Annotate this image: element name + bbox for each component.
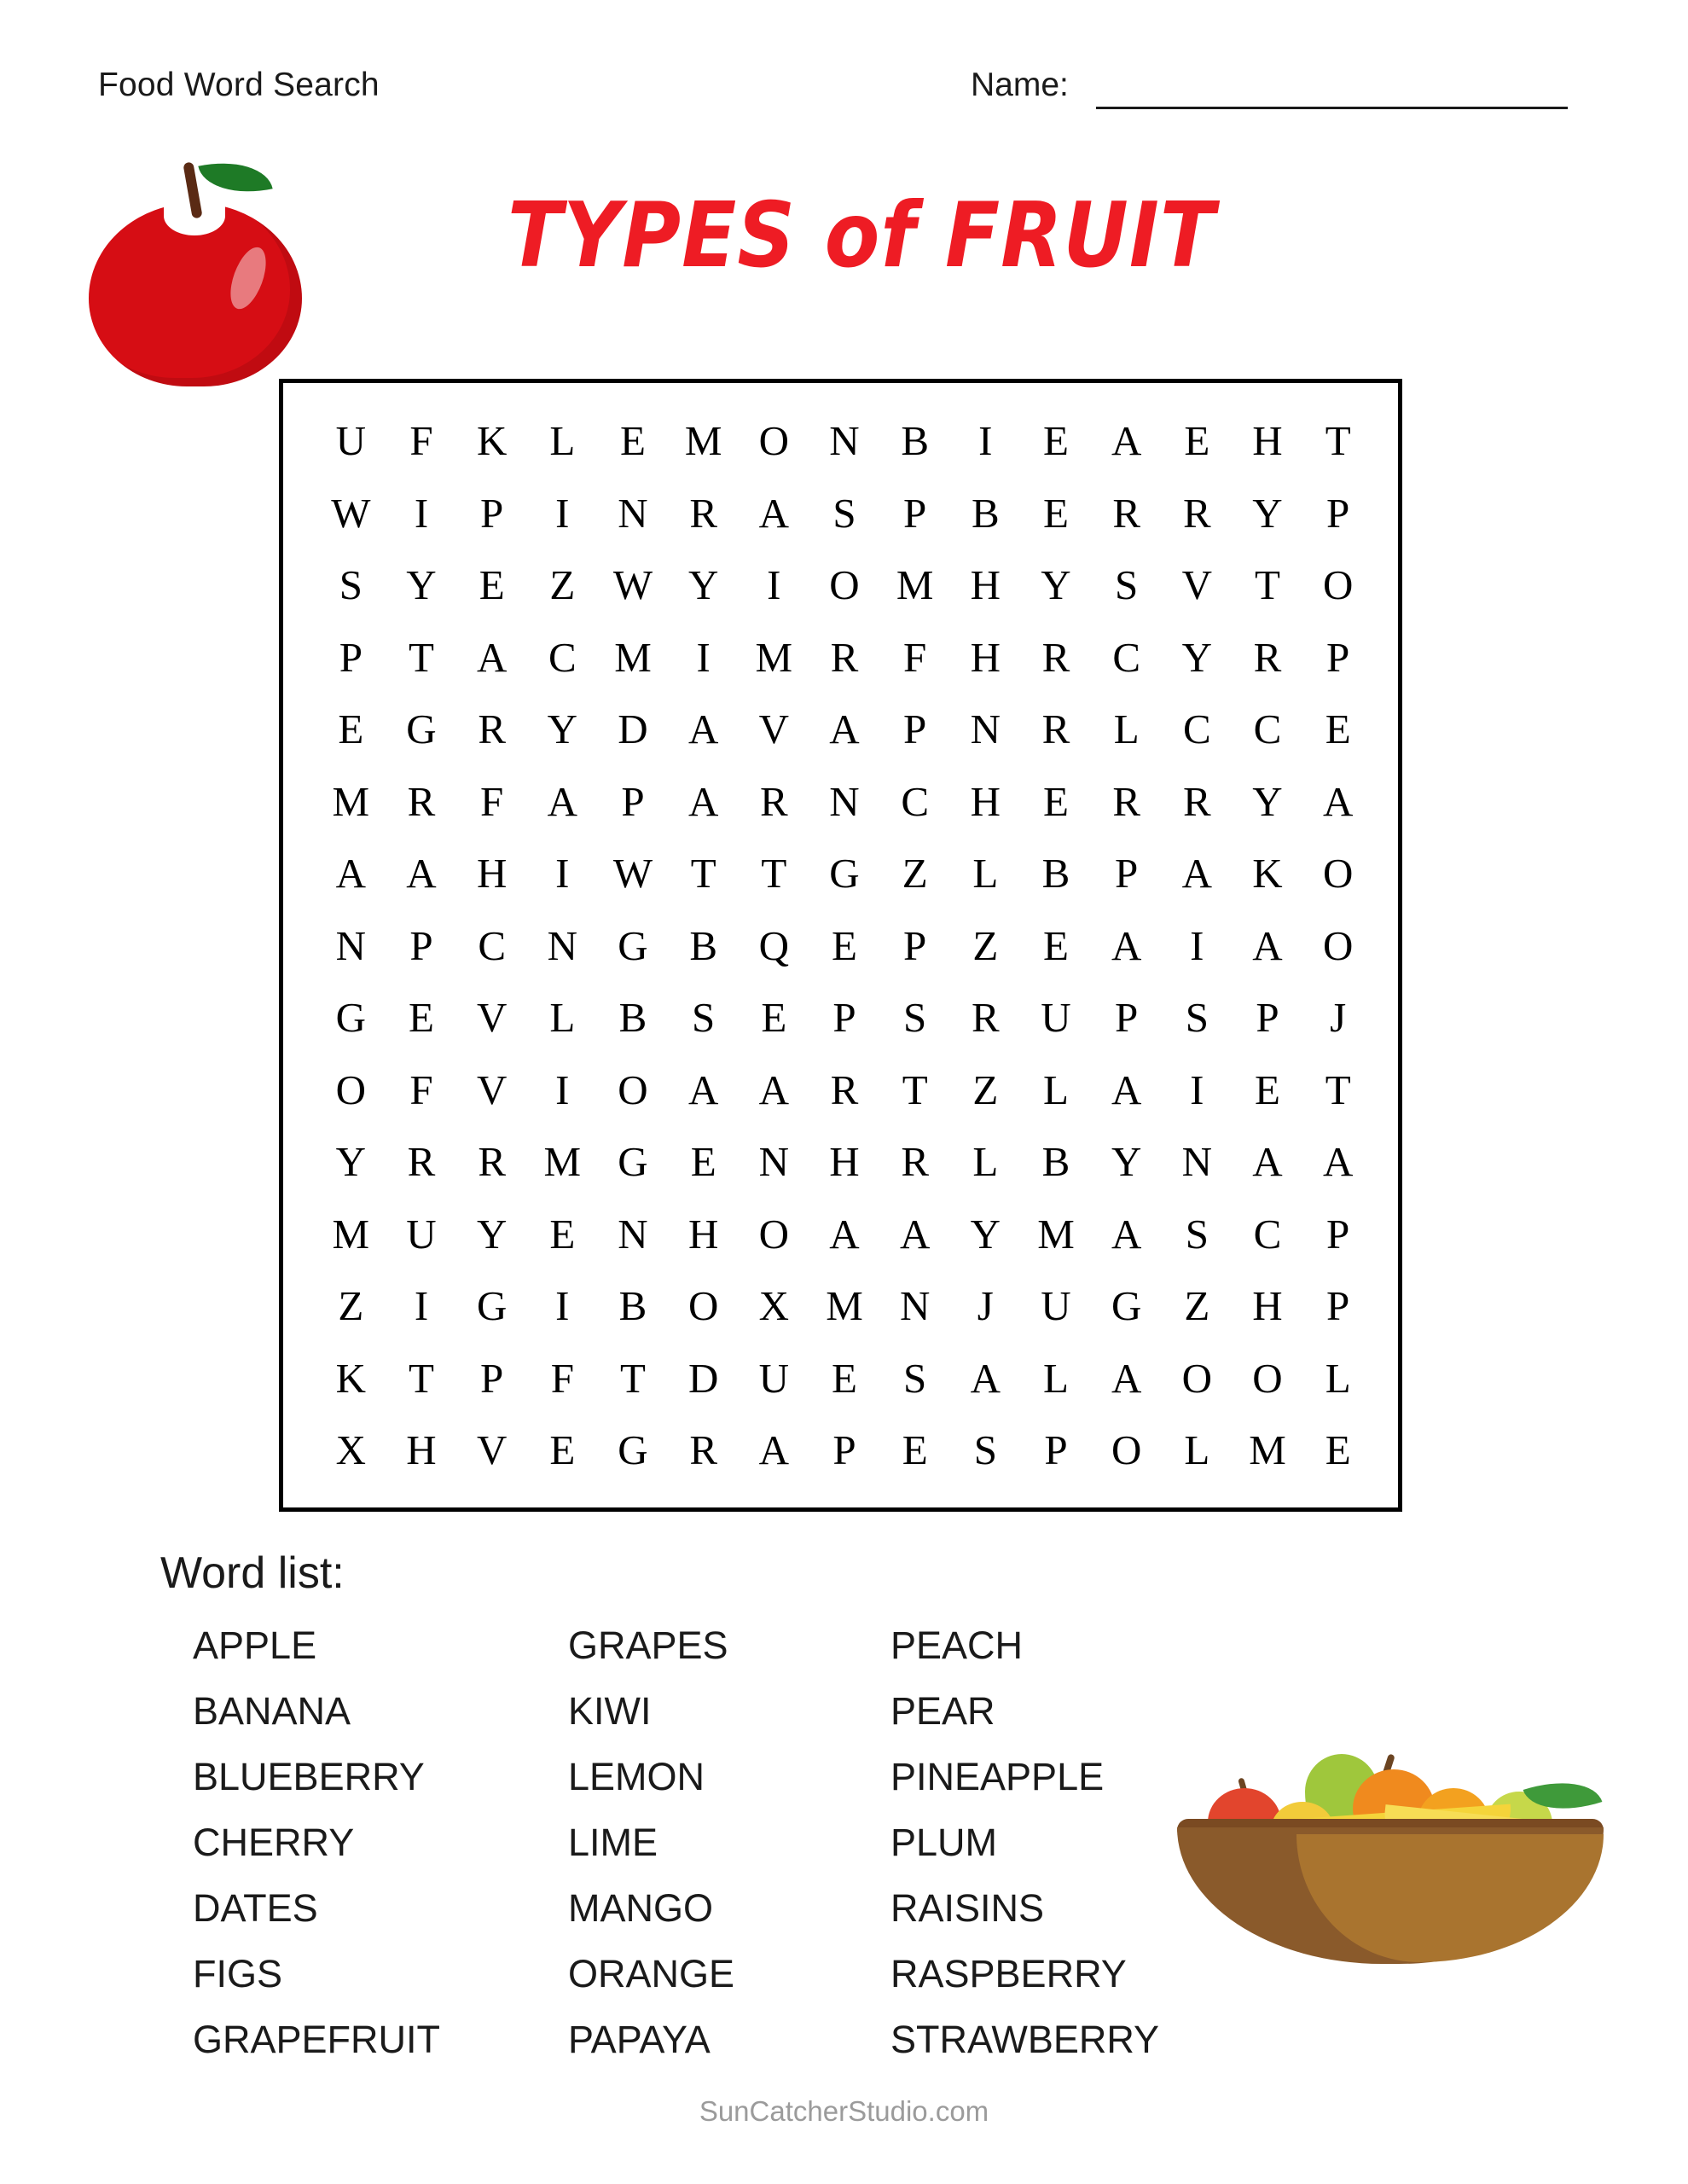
grid-cell[interactable]: L: [549, 994, 576, 1041]
puzzle-title: TYPES of FRUIT: [508, 183, 1215, 288]
grid-cell[interactable]: I: [414, 489, 429, 537]
grid-cell[interactable]: R: [689, 1426, 717, 1473]
word-list-item[interactable]: DATES: [193, 1886, 318, 1930]
grid-cell[interactable]: P: [1326, 1210, 1350, 1258]
grid-cell[interactable]: G: [476, 1282, 508, 1329]
grid-cell[interactable]: Y: [1252, 777, 1283, 825]
grid-cell[interactable]: A: [547, 777, 578, 825]
grid-cell[interactable]: R: [901, 1138, 929, 1185]
word-list-item[interactable]: FIGS: [193, 1952, 283, 1995]
grid-cell[interactable]: O: [1111, 1426, 1142, 1473]
fruit-bowl-icon: [1169, 1706, 1612, 1971]
grid-cell[interactable]: A: [758, 489, 790, 537]
grid-cell[interactable]: L: [1043, 1354, 1069, 1402]
grid-cell[interactable]: G: [829, 850, 860, 897]
grid-cell[interactable]: O: [1252, 1354, 1283, 1402]
word-list-item[interactable]: BLUEBERRY: [193, 1755, 425, 1798]
grid-cell[interactable]: A: [335, 850, 367, 897]
word-search-grid: [279, 379, 1402, 1512]
grid-cell[interactable]: O: [618, 1066, 648, 1113]
grid-cell[interactable]: L: [972, 850, 999, 897]
grid-cell[interactable]: R: [830, 633, 859, 681]
word-list-item[interactable]: STRAWBERRY: [890, 2018, 1160, 2061]
grid-cell[interactable]: E: [338, 706, 364, 752]
grid-cell[interactable]: Z: [902, 850, 928, 897]
word-list-item[interactable]: RAISINS: [890, 1886, 1045, 1930]
grid-cell[interactable]: S: [903, 994, 927, 1041]
grid-cell[interactable]: M: [684, 417, 722, 464]
grid-cell[interactable]: P: [480, 1354, 504, 1402]
grid-cell[interactable]: E: [1255, 1066, 1280, 1113]
grid-cell[interactable]: T: [1255, 561, 1280, 608]
grid-cell[interactable]: N: [829, 417, 860, 464]
word-list-item[interactable]: MANGO: [568, 1886, 714, 1930]
grid-cell[interactable]: H: [829, 1138, 860, 1185]
grid-cell[interactable]: W: [612, 561, 653, 608]
grid-cell[interactable]: H: [970, 561, 1001, 608]
grid-cell[interactable]: G: [1111, 1282, 1142, 1329]
grid-cell[interactable]: F: [903, 633, 927, 681]
grid-cell[interactable]: K: [335, 1354, 367, 1402]
grid-cell[interactable]: X: [758, 1282, 790, 1329]
grid-cell[interactable]: Q: [758, 921, 790, 969]
grid-cell[interactable]: A: [829, 706, 860, 752]
grid-cell[interactable]: L: [1043, 1066, 1069, 1113]
word-list-item[interactable]: ORANGE: [568, 1952, 735, 1995]
grid-cell[interactable]: Y: [406, 561, 437, 608]
grid-cell[interactable]: F: [409, 417, 433, 464]
word-list-item[interactable]: PAPAYA: [568, 2018, 711, 2061]
grid-cell[interactable]: A: [1111, 921, 1142, 969]
grid-cell[interactable]: V: [476, 994, 508, 1041]
word-list-item[interactable]: KIWI: [568, 1689, 652, 1733]
grid-cell[interactable]: D: [618, 706, 648, 752]
grid-cell[interactable]: R: [1112, 777, 1140, 825]
grid-cell[interactable]: I: [555, 1282, 570, 1329]
grid-cell[interactable]: T: [409, 633, 434, 681]
grid-cell[interactable]: E: [1184, 417, 1210, 464]
grid-cell[interactable]: A: [1111, 1066, 1142, 1113]
grid-cell[interactable]: O: [687, 1282, 719, 1329]
grid-cell[interactable]: T: [902, 1066, 928, 1113]
grid-cell[interactable]: U: [758, 1354, 790, 1402]
grid-cell[interactable]: Y: [1181, 633, 1213, 681]
grid-cell[interactable]: A: [970, 1354, 1001, 1402]
grid-cell[interactable]: R: [407, 1138, 436, 1185]
grid-cell[interactable]: E: [549, 1426, 576, 1473]
grid-cell[interactable]: I: [414, 1282, 429, 1329]
grid-cell[interactable]: N: [547, 921, 578, 969]
grid-cell[interactable]: F: [409, 1066, 433, 1113]
grid-cell[interactable]: M: [543, 1138, 582, 1185]
grid-cell[interactable]: A: [899, 1210, 931, 1258]
apple-leaf-shape: [198, 152, 272, 203]
grid-cell[interactable]: A: [406, 850, 437, 897]
grid-cell[interactable]: B: [689, 921, 717, 969]
grid-cell[interactable]: I: [555, 850, 570, 897]
grid-cell[interactable]: R: [478, 706, 506, 752]
grid-cell[interactable]: C: [548, 633, 577, 681]
grid-cell[interactable]: S: [832, 489, 856, 537]
grid-cell[interactable]: Y: [1111, 1138, 1142, 1185]
grid-cell[interactable]: P: [1326, 633, 1350, 681]
grid-cell[interactable]: P: [1115, 850, 1139, 897]
grid-cell[interactable]: U: [335, 417, 367, 464]
grid-cell[interactable]: O: [335, 1066, 367, 1113]
grid-cell[interactable]: D: [687, 1354, 719, 1402]
letter-grid: [316, 405, 1373, 1487]
grid-cell[interactable]: A: [1181, 850, 1213, 897]
site-credit: SunCatcherStudio.com: [699, 2095, 989, 2127]
word-list-item[interactable]: BANANA: [193, 1689, 351, 1733]
grid-cell[interactable]: R: [407, 777, 436, 825]
apple-icon: [82, 143, 304, 391]
grid-cell[interactable]: N: [899, 1282, 931, 1329]
grid-cell[interactable]: R: [1182, 489, 1211, 537]
grid-cell[interactable]: O: [1322, 561, 1354, 608]
grid-cell[interactable]: T: [409, 1354, 434, 1402]
grid-cell[interactable]: O: [758, 1210, 790, 1258]
grid-cell[interactable]: M: [332, 777, 370, 825]
grid-cell[interactable]: A: [758, 1426, 790, 1473]
grid-cell[interactable]: P: [339, 633, 363, 681]
grid-cell[interactable]: R: [1253, 633, 1282, 681]
grid-cell[interactable]: G: [335, 994, 367, 1041]
grid-cell[interactable]: A: [687, 777, 719, 825]
grid-cell[interactable]: M: [826, 1282, 863, 1329]
grid-cell[interactable]: E: [832, 1354, 857, 1402]
grid-cell[interactable]: N: [1181, 1138, 1213, 1185]
grid-cell[interactable]: A: [1322, 1138, 1354, 1185]
grid-cell[interactable]: F: [480, 777, 504, 825]
name-write-in-line[interactable]: [1096, 107, 1568, 109]
grid-cell[interactable]: J: [977, 1282, 994, 1329]
grid-cell[interactable]: R: [478, 1138, 506, 1185]
grid-cell[interactable]: T: [690, 850, 716, 897]
grid-cell[interactable]: U: [406, 1210, 437, 1258]
grid-cell[interactable]: I: [1190, 921, 1204, 969]
grid-cell[interactable]: P: [1115, 994, 1139, 1041]
grid-cell[interactable]: E: [620, 417, 646, 464]
grid-cell[interactable]: Z: [549, 561, 576, 608]
grid-cell[interactable]: L: [549, 417, 576, 464]
grid-cell[interactable]: G: [618, 921, 648, 969]
grid-cell[interactable]: R: [830, 1066, 859, 1113]
grid-cell[interactable]: P: [832, 994, 856, 1041]
name-label: Name:: [971, 67, 1069, 103]
grid-cell[interactable]: P: [621, 777, 645, 825]
grid-cell[interactable]: P: [1044, 1426, 1068, 1473]
grid-cell[interactable]: G: [406, 706, 437, 752]
grid-cell[interactable]: S: [1185, 994, 1209, 1041]
grid-cell[interactable]: R: [759, 777, 788, 825]
grid-cell[interactable]: H: [476, 850, 508, 897]
grid-cell[interactable]: Y: [970, 1210, 1001, 1258]
word-list-item[interactable]: GRAPEFRUIT: [193, 2018, 441, 2061]
grid-cell[interactable]: P: [903, 706, 927, 752]
grid-cell[interactable]: I: [555, 1066, 570, 1113]
grid-cell[interactable]: H: [970, 777, 1001, 825]
grid-cell[interactable]: E: [1325, 706, 1351, 752]
grid-cell[interactable]: M: [1037, 1210, 1075, 1258]
grid-cell[interactable]: Y: [547, 706, 578, 752]
grid-cell[interactable]: R: [1182, 777, 1211, 825]
grid-cell[interactable]: A: [1252, 1138, 1283, 1185]
grid-cell[interactable]: Y: [1252, 489, 1283, 537]
grid-cell[interactable]: O: [829, 561, 860, 608]
grid-cell[interactable]: E: [690, 1138, 716, 1185]
word-list-heading: Word list:: [160, 1548, 345, 1598]
grid-cell[interactable]: T: [1325, 1066, 1351, 1113]
word-list-item[interactable]: APPLE: [193, 1623, 317, 1667]
grid-cell[interactable]: S: [1115, 561, 1139, 608]
grid-cell[interactable]: E: [549, 1210, 576, 1258]
grid-cell[interactable]: M: [755, 633, 793, 681]
grid-cell[interactable]: E: [761, 994, 787, 1041]
grid-cell[interactable]: E: [1043, 921, 1069, 969]
grid-cell[interactable]: L: [1325, 1354, 1351, 1402]
grid-cell[interactable]: E: [479, 561, 505, 608]
grid-cell[interactable]: C: [1112, 633, 1140, 681]
grid-cell[interactable]: O: [1322, 921, 1354, 969]
word-list-item[interactable]: CHERRY: [193, 1821, 355, 1864]
word-list-item[interactable]: RASPBERRY: [890, 1952, 1127, 1995]
grid-cell[interactable]: I: [1190, 1066, 1204, 1113]
worksheet-type-label: Food Word Search: [98, 67, 380, 103]
word-list: [193, 1612, 1182, 2072]
grid-cell[interactable]: M: [1249, 1426, 1286, 1473]
grid-cell[interactable]: V: [476, 1426, 508, 1473]
word-list-item[interactable]: LEMON: [568, 1755, 705, 1798]
grid-cell[interactable]: H: [1252, 1282, 1283, 1329]
grid-cell[interactable]: P: [1256, 994, 1279, 1041]
grid-cell[interactable]: O: [758, 417, 790, 464]
grid-cell[interactable]: K: [476, 417, 508, 464]
grid-cell[interactable]: Y: [1041, 561, 1071, 608]
word-list-item[interactable]: PEAR: [890, 1689, 995, 1733]
grid-cell[interactable]: N: [970, 706, 1001, 752]
grid-cell[interactable]: M: [896, 561, 934, 608]
grid-cell[interactable]: E: [832, 921, 857, 969]
grid-cell[interactable]: S: [903, 1354, 927, 1402]
grid-cell[interactable]: J: [1330, 994, 1347, 1041]
grid-cell[interactable]: R: [1041, 633, 1070, 681]
grid-cell[interactable]: S: [692, 994, 716, 1041]
grid-cell[interactable]: A: [829, 1210, 860, 1258]
grid-cell[interactable]: B: [1041, 850, 1070, 897]
grid-cell[interactable]: C: [1253, 1210, 1282, 1258]
grid-cell[interactable]: A: [1322, 777, 1354, 825]
grid-cell[interactable]: S: [973, 1426, 997, 1473]
grid-cell[interactable]: C: [1182, 706, 1211, 752]
grid-cell[interactable]: Y: [687, 561, 719, 608]
grid-cell[interactable]: S: [1185, 1210, 1209, 1258]
grid-cell[interactable]: I: [555, 489, 570, 537]
grid-cell[interactable]: T: [1325, 417, 1351, 464]
grid-cell[interactable]: Z: [1184, 1282, 1210, 1329]
grid-cell[interactable]: H: [1252, 417, 1283, 464]
grid-cell[interactable]: B: [1041, 1138, 1070, 1185]
grid-cell[interactable]: R: [689, 489, 717, 537]
grid-cell[interactable]: B: [618, 1282, 647, 1329]
grid-cell[interactable]: L: [972, 1138, 999, 1185]
grid-cell[interactable]: V: [476, 1066, 508, 1113]
grid-cell[interactable]: F: [550, 1354, 574, 1402]
grid-cell[interactable]: N: [335, 921, 367, 969]
grid-cell[interactable]: P: [409, 921, 433, 969]
grid-cell[interactable]: Z: [338, 1282, 364, 1329]
grid-cell[interactable]: P: [480, 489, 504, 537]
grid-cell[interactable]: P: [903, 921, 927, 969]
grid-cell[interactable]: N: [618, 1210, 648, 1258]
grid-cell[interactable]: R: [1041, 706, 1070, 752]
grid-cell[interactable]: B: [901, 417, 929, 464]
grid-cell[interactable]: S: [339, 561, 363, 608]
grid-cell[interactable]: V: [1181, 561, 1213, 608]
grid-cell[interactable]: Z: [972, 921, 999, 969]
grid-cell[interactable]: B: [971, 489, 1000, 537]
grid-cell[interactable]: U: [1041, 994, 1071, 1041]
grid-cell[interactable]: I: [696, 633, 711, 681]
grid-cell[interactable]: C: [478, 921, 506, 969]
grid-cell[interactable]: T: [620, 1354, 646, 1402]
grid-cell[interactable]: P: [1326, 489, 1350, 537]
grid-cell[interactable]: A: [476, 633, 508, 681]
word-list-item[interactable]: PEACH: [890, 1623, 1024, 1667]
grid-cell[interactable]: K: [1252, 850, 1283, 897]
grid-cell[interactable]: B: [618, 994, 647, 1041]
grid-cell[interactable]: P: [1326, 1282, 1350, 1329]
word-list-item[interactable]: LIME: [568, 1821, 658, 1864]
grid-cell[interactable]: O: [1181, 1354, 1213, 1402]
grid-cell[interactable]: C: [1253, 706, 1282, 752]
grid-cell[interactable]: C: [901, 777, 929, 825]
grid-cell[interactable]: L: [1113, 706, 1140, 752]
grid-cell[interactable]: A: [687, 706, 719, 752]
grid-cell[interactable]: X: [335, 1426, 367, 1473]
grid-cell[interactable]: N: [829, 777, 860, 825]
grid-cell[interactable]: V: [758, 706, 790, 752]
grid-cell[interactable]: M: [332, 1210, 370, 1258]
grid-cell[interactable]: U: [1041, 1282, 1071, 1329]
grid-cell[interactable]: A: [1111, 1210, 1142, 1258]
grid-cell[interactable]: I: [767, 561, 781, 608]
grid-cell[interactable]: A: [1111, 1354, 1142, 1402]
word-list-item[interactable]: PINEAPPLE: [890, 1755, 1105, 1798]
grid-cell[interactable]: E: [1043, 777, 1069, 825]
grid-cell[interactable]: O: [1322, 850, 1354, 897]
grid-cell[interactable]: H: [687, 1210, 719, 1258]
grid-cell[interactable]: P: [832, 1426, 856, 1473]
grid-cell[interactable]: Z: [972, 1066, 999, 1113]
grid-cell[interactable]: R: [1112, 489, 1140, 537]
grid-cell[interactable]: G: [618, 1426, 648, 1473]
grid-cell[interactable]: H: [406, 1426, 437, 1473]
grid-cell[interactable]: I: [978, 417, 993, 464]
grid-cell[interactable]: R: [971, 994, 1000, 1041]
grid-cell[interactable]: E: [1043, 417, 1069, 464]
grid-cell[interactable]: P: [903, 489, 927, 537]
grid-cell[interactable]: L: [1184, 1426, 1210, 1473]
grid-cell[interactable]: W: [331, 489, 371, 537]
grid-cell[interactable]: E: [409, 994, 434, 1041]
grid-cell[interactable]: M: [614, 633, 652, 681]
grid-cell[interactable]: Y: [335, 1138, 367, 1185]
grid-cell[interactable]: G: [618, 1138, 648, 1185]
word-list-item[interactable]: GRAPES: [568, 1623, 728, 1667]
grid-cell[interactable]: A: [687, 1066, 719, 1113]
grid-cell[interactable]: E: [1325, 1426, 1351, 1473]
grid-cell[interactable]: A: [1111, 417, 1142, 464]
grid-cell[interactable]: A: [1252, 921, 1283, 969]
grid-cell[interactable]: E: [902, 1426, 928, 1473]
grid-cell[interactable]: E: [1043, 489, 1069, 537]
grid-cell[interactable]: T: [761, 850, 787, 897]
grid-cell[interactable]: H: [970, 633, 1001, 681]
grid-cell[interactable]: N: [618, 489, 648, 537]
word-list-item[interactable]: PLUM: [890, 1821, 998, 1864]
grid-cell[interactable]: A: [758, 1066, 790, 1113]
grid-cell[interactable]: Y: [476, 1210, 508, 1258]
grid-cell[interactable]: W: [612, 850, 653, 897]
grid-cell[interactable]: N: [758, 1138, 790, 1185]
